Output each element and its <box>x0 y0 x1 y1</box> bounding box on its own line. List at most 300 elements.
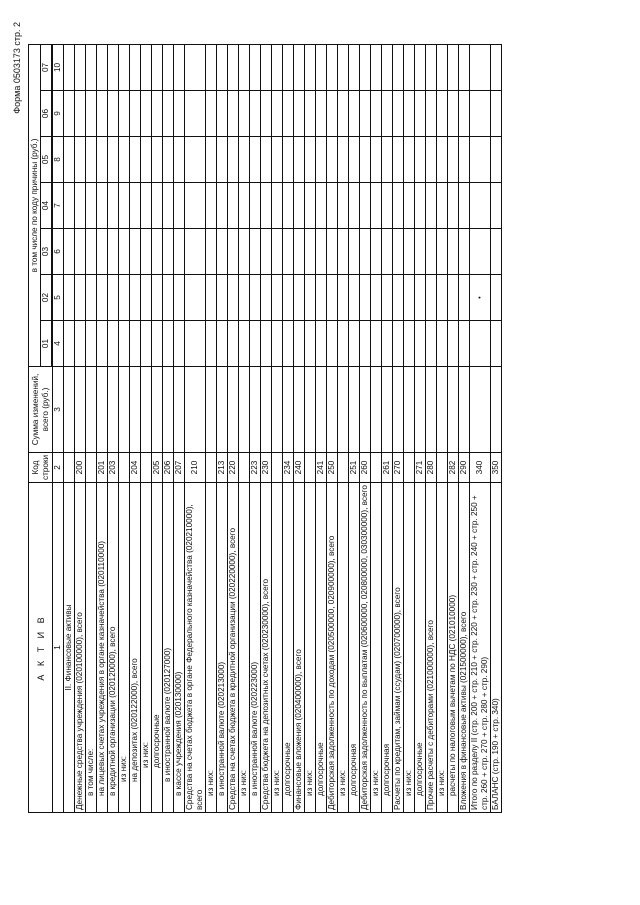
row-label: из них: <box>338 483 349 813</box>
value-cell <box>404 137 415 183</box>
value-cell <box>185 183 206 229</box>
row-label: Финансовые вложения (020400000), всего <box>294 483 305 813</box>
column-number: 1 <box>53 483 64 813</box>
table-row <box>426 44 437 812</box>
row-code <box>404 453 415 483</box>
value-cell <box>64 275 75 321</box>
value-cell <box>404 321 415 367</box>
value-cell <box>108 183 119 229</box>
value-cell <box>261 183 272 229</box>
column-number: 7 <box>53 183 64 229</box>
row-label: из них: <box>206 483 217 813</box>
table-row <box>371 44 382 812</box>
value-cell <box>360 183 371 229</box>
value-cell <box>459 275 470 321</box>
value-cell <box>294 275 305 321</box>
value-cell <box>338 229 349 275</box>
value-cell <box>382 229 393 275</box>
value-cell <box>108 44 119 90</box>
value-cell <box>152 183 163 229</box>
value-cell <box>217 183 228 229</box>
value-cell <box>349 91 360 137</box>
row-code: 230 <box>261 453 272 483</box>
value-cell <box>272 321 283 367</box>
table-row <box>250 44 261 812</box>
value-cell <box>141 44 152 90</box>
value-cell <box>338 275 349 321</box>
value-cell <box>228 367 239 453</box>
value-cell <box>206 183 217 229</box>
value-cell <box>217 137 228 183</box>
value-cell <box>185 91 206 137</box>
row-code: 203 <box>108 453 119 483</box>
value-cell <box>152 137 163 183</box>
value-cell <box>250 137 261 183</box>
value-cell <box>75 137 86 183</box>
value-cell <box>316 44 327 90</box>
row-code: 206 <box>163 453 174 483</box>
value-cell <box>415 91 426 137</box>
value-cell <box>141 137 152 183</box>
value-cell <box>404 275 415 321</box>
row-label: долгосрочная <box>382 483 393 813</box>
value-cell <box>283 275 294 321</box>
value-cell <box>141 321 152 367</box>
value-cell <box>86 183 97 229</box>
value-cell <box>305 229 316 275</box>
value-cell <box>206 137 217 183</box>
row-label: долгосрочная <box>349 483 360 813</box>
value-cell <box>64 137 75 183</box>
row-code: 201 <box>97 453 108 483</box>
value-cell <box>239 367 250 453</box>
table-row <box>360 44 371 812</box>
value-cell <box>360 275 371 321</box>
value-cell <box>152 44 163 90</box>
value-cell <box>272 367 283 453</box>
value-cell <box>206 367 217 453</box>
value-cell <box>119 137 130 183</box>
table-row <box>228 44 239 812</box>
value-cell <box>261 275 272 321</box>
kpp-code-header: 01 <box>41 321 52 367</box>
row-code: 204 <box>130 453 141 483</box>
value-cell <box>349 275 360 321</box>
value-cell <box>130 91 141 137</box>
value-cell <box>250 275 261 321</box>
value-cell <box>283 137 294 183</box>
value-cell <box>174 275 185 321</box>
value-cell <box>261 367 272 453</box>
value-cell <box>426 321 437 367</box>
row-code: 340 <box>470 453 491 483</box>
value-cell <box>130 321 141 367</box>
table-row <box>470 44 491 812</box>
table-row <box>163 44 174 812</box>
value-cell <box>174 229 185 275</box>
kpp-code-header: 03 <box>41 229 52 275</box>
value-cell <box>97 229 108 275</box>
value-cell <box>163 183 174 229</box>
row-code: 290 <box>459 453 470 483</box>
value-cell <box>349 137 360 183</box>
table-row <box>316 44 327 812</box>
value-cell <box>250 91 261 137</box>
value-cell <box>283 321 294 367</box>
value-cell <box>393 91 404 137</box>
value-cell <box>393 44 404 90</box>
row-code <box>305 453 316 483</box>
row-label: долгосрочные <box>316 483 327 813</box>
row-label: Вложения в финансовые активы (021500000), всего <box>459 483 470 813</box>
row-code: 220 <box>228 453 239 483</box>
value-cell <box>327 44 338 90</box>
value-cell <box>217 321 228 367</box>
value-cell <box>371 229 382 275</box>
value-cell <box>459 44 470 90</box>
value-cell <box>261 137 272 183</box>
row-label: долгосрочные <box>283 483 294 813</box>
row-label: на лицевых счетах учреждения в органе казначейства (020110000) <box>97 483 108 813</box>
table-row <box>141 44 152 812</box>
value-cell <box>415 275 426 321</box>
value-cell <box>97 275 108 321</box>
value-cell <box>250 229 261 275</box>
value-cell <box>426 183 437 229</box>
value-cell <box>283 44 294 90</box>
row-label: из них: <box>141 483 152 813</box>
value-cell <box>316 275 327 321</box>
value-cell <box>64 321 75 367</box>
value-cell <box>228 44 239 90</box>
value-cell <box>404 183 415 229</box>
row-code <box>141 453 152 483</box>
value-cell <box>250 367 261 453</box>
value-cell <box>141 183 152 229</box>
value-cell <box>426 275 437 321</box>
value-cell <box>163 44 174 90</box>
value-cell <box>239 321 250 367</box>
row-code: 270 <box>393 453 404 483</box>
value-cell <box>108 275 119 321</box>
table-row <box>404 44 415 812</box>
value-cell <box>97 137 108 183</box>
value-cell <box>163 275 174 321</box>
value-cell <box>459 367 470 453</box>
value-cell <box>491 183 502 229</box>
value-cell <box>185 229 206 275</box>
value-cell <box>327 183 338 229</box>
value-cell <box>426 229 437 275</box>
row-label: из них: <box>239 483 250 813</box>
value-cell <box>360 229 371 275</box>
row-code: 207 <box>174 453 185 483</box>
value-cell <box>108 91 119 137</box>
table-row <box>152 44 163 812</box>
table-row <box>283 44 294 812</box>
value-cell <box>239 44 250 90</box>
value-cell <box>338 367 349 453</box>
value-cell <box>491 91 502 137</box>
value-cell <box>163 321 174 367</box>
value-cell <box>97 367 108 453</box>
row-code: 200 <box>75 453 86 483</box>
value-cell <box>119 183 130 229</box>
value-cell <box>185 44 206 90</box>
sum-header: Сумма изменений, всего (руб.) <box>29 367 53 453</box>
value-cell <box>239 183 250 229</box>
value-cell <box>86 275 97 321</box>
value-cell <box>371 367 382 453</box>
value-cell <box>360 91 371 137</box>
value-cell <box>75 91 86 137</box>
kpp-header: в том числе по коду причины (руб.) <box>29 44 41 366</box>
row-label: Дебиторская задолженность по выплатам (020600000, 020800000, 030300000), всего <box>360 483 371 813</box>
value-cell <box>141 367 152 453</box>
table-row <box>130 44 141 812</box>
table-row <box>108 44 119 812</box>
value-cell <box>426 91 437 137</box>
value-cell <box>382 183 393 229</box>
table-row <box>64 44 75 812</box>
value-cell <box>141 229 152 275</box>
table-row <box>185 44 206 812</box>
value-cell <box>108 367 119 453</box>
table-row <box>459 44 470 812</box>
marker-dot: • <box>476 296 484 299</box>
value-cell <box>185 137 206 183</box>
value-cell <box>349 229 360 275</box>
value-cell <box>294 367 305 453</box>
value-cell <box>470 229 491 275</box>
row-label: из них: <box>371 483 382 813</box>
value-cell <box>239 229 250 275</box>
value-cell <box>349 183 360 229</box>
row-label: из них: <box>404 483 415 813</box>
row-label: Расчеты по кредитам, займам (ссудам) (020700000), всего <box>393 483 404 813</box>
value-cell <box>250 183 261 229</box>
table-row <box>206 44 217 812</box>
row-label: Средства на счетах бюджета в органе Федерального казначейства (020210000), всего <box>185 483 206 813</box>
table-row <box>294 44 305 812</box>
row-code: 205 <box>152 453 163 483</box>
row-label: Средства на счетах бюджета в кредитной организации (020220000), всего <box>228 483 239 813</box>
row-code <box>119 453 130 483</box>
row-label: Средства бюджета на депозитных счетах (020230000), всего <box>261 483 272 813</box>
value-cell <box>448 183 459 229</box>
table-row <box>239 44 250 812</box>
row-label: из них: <box>272 483 283 813</box>
value-cell <box>426 44 437 90</box>
value-cell <box>174 91 185 137</box>
value-cell <box>305 321 316 367</box>
value-cell <box>415 44 426 90</box>
assets-table <box>28 44 502 813</box>
row-label: в иностранной валюте (020213000) <box>217 483 228 813</box>
table-row <box>437 44 448 812</box>
value-cell <box>459 91 470 137</box>
value-cell <box>174 44 185 90</box>
value-cell <box>108 137 119 183</box>
value-cell <box>305 91 316 137</box>
row-label: II. Финансовые активы <box>64 483 75 813</box>
value-cell <box>228 275 239 321</box>
value-cell <box>316 367 327 453</box>
value-cell <box>163 91 174 137</box>
value-cell <box>217 91 228 137</box>
value-cell <box>228 321 239 367</box>
value-cell <box>75 321 86 367</box>
value-cell <box>382 137 393 183</box>
value-cell <box>316 229 327 275</box>
value-cell <box>185 275 206 321</box>
value-cell <box>437 229 448 275</box>
value-cell <box>327 321 338 367</box>
row-code: 210 <box>185 453 206 483</box>
value-cell <box>185 367 206 453</box>
value-cell <box>349 44 360 90</box>
value-cell <box>119 275 130 321</box>
value-cell <box>327 275 338 321</box>
row-code: 350 <box>491 453 502 483</box>
table-row <box>349 44 360 812</box>
value-cell <box>217 44 228 90</box>
value-cell <box>152 91 163 137</box>
value-cell <box>360 137 371 183</box>
value-cell <box>206 275 217 321</box>
value-cell <box>327 91 338 137</box>
row-code <box>64 453 75 483</box>
row-code <box>338 453 349 483</box>
value-cell <box>97 44 108 90</box>
column-number: 9 <box>53 91 64 137</box>
value-cell <box>382 44 393 90</box>
value-cell <box>393 183 404 229</box>
value-cell <box>75 229 86 275</box>
column-number: 3 <box>53 367 64 453</box>
value-cell <box>448 229 459 275</box>
value-cell <box>64 44 75 90</box>
table-row <box>415 44 426 812</box>
value-cell <box>382 275 393 321</box>
value-cell <box>119 229 130 275</box>
value-cell <box>393 229 404 275</box>
column-number: 2 <box>53 453 64 483</box>
value-cell <box>141 275 152 321</box>
row-code: 282 <box>448 453 459 483</box>
value-cell <box>119 91 130 137</box>
value-cell <box>491 275 502 321</box>
row-code <box>86 453 97 483</box>
table-row <box>327 44 338 812</box>
value-cell <box>415 183 426 229</box>
value-cell <box>75 275 86 321</box>
row-label: долгосрочные <box>152 483 163 813</box>
value-cell <box>371 44 382 90</box>
value-cell <box>393 367 404 453</box>
value-cell <box>294 91 305 137</box>
row-label: в том числе: <box>86 483 97 813</box>
row-code: 241 <box>316 453 327 483</box>
value-cell <box>272 91 283 137</box>
value-cell <box>130 137 141 183</box>
value-cell <box>97 91 108 137</box>
value-cell <box>239 91 250 137</box>
value-cell <box>217 275 228 321</box>
value-cell <box>283 91 294 137</box>
column-number: 8 <box>53 137 64 183</box>
value-cell <box>261 91 272 137</box>
row-code: 280 <box>426 453 437 483</box>
row-label: в иностранной валюте (020127000) <box>163 483 174 813</box>
value-cell <box>206 44 217 90</box>
value-cell <box>174 321 185 367</box>
value-cell <box>371 275 382 321</box>
code-header: Код строки <box>29 453 53 483</box>
value-cell <box>130 275 141 321</box>
value-cell <box>491 321 502 367</box>
value-cell <box>459 137 470 183</box>
table-row <box>261 44 272 812</box>
value-cell <box>316 91 327 137</box>
value-cell <box>272 229 283 275</box>
value-cell <box>250 44 261 90</box>
table-row <box>491 44 502 812</box>
row-label: Дебиторская задолженность по доходам (020500000, 020900000), всего <box>327 483 338 813</box>
row-label: в кассе учреждения (020130000) <box>174 483 185 813</box>
value-cell <box>228 91 239 137</box>
value-cell <box>426 367 437 453</box>
row-label: в кредитной организации (020120000), всего <box>108 483 119 813</box>
value-cell <box>437 44 448 90</box>
value-cell <box>437 137 448 183</box>
value-cell <box>272 137 283 183</box>
value-cell <box>206 91 217 137</box>
value-cell <box>119 44 130 90</box>
value-cell <box>316 183 327 229</box>
row-label: Денежные средства учреждения (020100000), всего <box>75 483 86 813</box>
value-cell <box>382 321 393 367</box>
value-cell <box>470 321 491 367</box>
value-cell <box>470 183 491 229</box>
aktiv-header: А К Т И В <box>29 483 53 813</box>
value-cell <box>491 137 502 183</box>
value-cell <box>185 321 206 367</box>
value-cell <box>316 321 327 367</box>
value-cell <box>360 44 371 90</box>
value-cell <box>97 321 108 367</box>
value-cell <box>426 137 437 183</box>
value-cell <box>415 137 426 183</box>
value-cell <box>86 321 97 367</box>
value-cell <box>470 275 491 321</box>
value-cell <box>305 275 316 321</box>
value-cell <box>217 229 228 275</box>
value-cell <box>75 367 86 453</box>
row-label: БАЛАНС (стр. 190 + стр. 340) <box>491 483 502 813</box>
value-cell <box>470 137 491 183</box>
value-cell <box>86 91 97 137</box>
value-cell <box>415 229 426 275</box>
value-cell <box>360 367 371 453</box>
value-cell <box>64 91 75 137</box>
row-code <box>272 453 283 483</box>
value-cell <box>305 137 316 183</box>
value-cell <box>491 229 502 275</box>
row-code: 260 <box>360 453 371 483</box>
value-cell <box>294 229 305 275</box>
value-cell <box>338 91 349 137</box>
